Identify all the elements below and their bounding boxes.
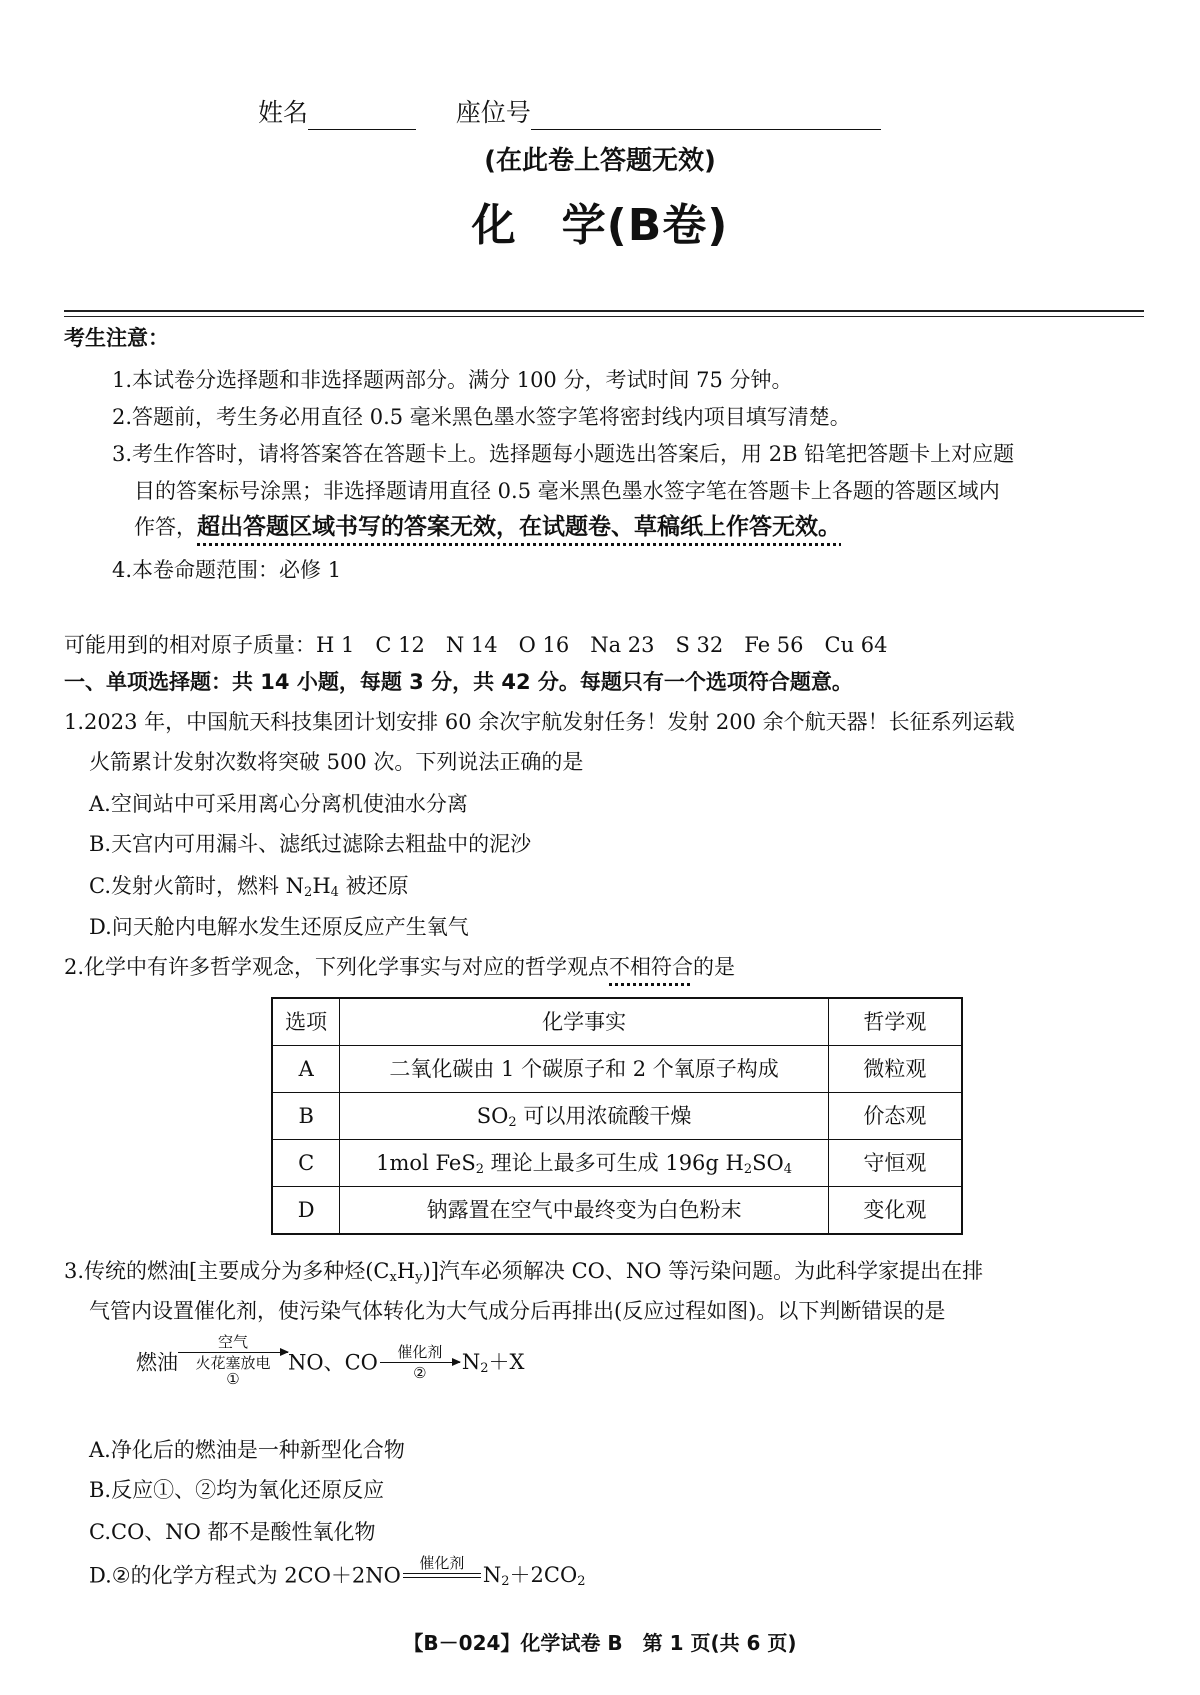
scheme-arrow-1 [178, 1334, 288, 1387]
cell-sub: 2 [475, 1161, 484, 1177]
q3-d-text: D.②的化学方程式为 2CO＋2NO [89, 1563, 401, 1588]
name-label: 姓名 [258, 98, 309, 127]
table-row [272, 1046, 962, 1093]
q3-d-sub: 2 [577, 1574, 586, 1590]
table-cell: A [272, 1046, 340, 1093]
table-cell [340, 1093, 829, 1140]
q3-option-d[interactable] [89, 1554, 586, 1590]
arrow1-top-label: 空气 [217, 1333, 248, 1351]
q3-text: H [396, 1259, 416, 1283]
q3-d-sub: 2 [501, 1574, 510, 1590]
seat-blank[interactable] [531, 105, 881, 130]
atomic-masses: 可能用到的相对原子质量：H 1 C 12 N 14 O 16 Na 23 S 32 Fe 56 Cu 64 [64, 633, 888, 657]
scheme-end-text: ＋X [488, 1350, 525, 1375]
arrow2-top-label: 催化剂 [397, 1343, 443, 1361]
cell-text: 理论上最多可生成 196g H [483, 1150, 744, 1175]
notice-item: 4.本卷命题范围：必修 1 [112, 558, 342, 582]
invalid-note: (在此卷上答题无效) [484, 146, 716, 176]
equation-condition: 催化剂 [419, 1554, 465, 1572]
q1-c-text: 被还原 [338, 874, 409, 898]
scheme-end [461, 1350, 525, 1377]
q1-c-text: C.发射火箭时，燃料 N [89, 874, 305, 898]
q1-option-c[interactable] [89, 872, 409, 900]
page-footer: 【B－024】化学试卷 B 第 1 页(共 6 页) [403, 1631, 797, 1655]
q3-option-a[interactable]: A.净化后的燃油是一种新型化合物 [89, 1438, 405, 1462]
table-row [272, 1187, 962, 1235]
cell-text: 1mol FeS [376, 1150, 476, 1175]
table-cell: 钠露置在空气中最终变为白色粉末 [340, 1187, 829, 1235]
q3-sub: y [415, 1270, 423, 1285]
notice-item-cont [134, 512, 1144, 543]
table-cell: 二氧化碳由 1 个碳原子和 2 个氧原子构成 [340, 1046, 829, 1093]
table-header: 选项 [272, 998, 340, 1046]
reaction-scheme [136, 1333, 525, 1388]
scheme-end-sub: 2 [480, 1361, 489, 1377]
q1-c-sub: 4 [330, 885, 339, 900]
table-cell: 价态观 [828, 1093, 962, 1140]
notice-item-cont: 目的答案标号涂黑；非选择题请用直径 0.5 毫米黑色墨水签字笔在答题卡上各题的答题区域内 [134, 479, 1000, 503]
table-cell: C [272, 1140, 340, 1187]
q1-stem-line1: 1.2023 年，中国航天科技集团计划安排 60 余次宇航发射任务！发射 200 余个航天器！长征系列运载 [64, 710, 1015, 734]
arrow2-number: ② [413, 1364, 427, 1382]
q1-c-text: H [312, 874, 331, 898]
section-title: 一、单项选择题：共 14 小题，每题 3 分，共 42 分。每题只有一个选项符合题意。 [64, 670, 853, 694]
header-rule-thin [64, 316, 1144, 317]
cell-sub: 2 [743, 1161, 753, 1177]
table-cell: D [272, 1187, 340, 1235]
table-header: 哲学观 [828, 998, 962, 1046]
q3-d-text: ＋2CO [509, 1563, 578, 1588]
notice-item: 3.考生作答时，请将答案答在答题卡上。选择题每小题选出答案后，用 2B 铅笔把答题卡上对应题 [112, 442, 1015, 466]
q1-stem-line2: 火箭累计发射次数将突破 500 次。下列说法正确的是 [89, 750, 584, 774]
table-cell [340, 1140, 829, 1187]
table-row [272, 1093, 962, 1140]
cell-text: SO [476, 1103, 509, 1128]
arrow1-bottom-label: 火花塞放电 [195, 1354, 271, 1372]
q2-stem-emphasis: 不相符合 [609, 955, 694, 979]
name-seat-line [258, 96, 881, 130]
header-rule [64, 310, 1144, 312]
q1-option-d[interactable]: D.问天舱内电解水发生还原反应产生氧气 [89, 915, 469, 939]
cell-sub: 2 [508, 1114, 517, 1130]
scheme-middle: NO、CO [288, 1350, 378, 1375]
q1-c-sub: 2 [304, 885, 313, 900]
notice-emphasis: 超出答题区域书写的答案无效，在试题卷、草稿纸上作答无效。 [197, 514, 841, 540]
arrow1-number: ① [226, 1370, 240, 1388]
q2-stem [64, 953, 1144, 981]
q3-option-c[interactable]: C.CO、NO 都不是酸性氧化物 [89, 1520, 376, 1544]
q3-d-product [482, 1563, 586, 1590]
scheme-start: 燃油 [136, 1350, 178, 1375]
q2-stem-text: 2.化学中有许多哲学观念，下列化学事实与对应的哲学观点 [64, 955, 610, 979]
table-cell: 守恒观 [828, 1140, 962, 1187]
q3-option-b[interactable]: B.反应①、②均为氧化还原反应 [89, 1478, 385, 1502]
table-cell: B [272, 1093, 340, 1140]
double-line-icon [403, 1573, 481, 1578]
q2-table [271, 997, 963, 1235]
equation-equals [403, 1555, 481, 1580]
arrow-right-icon [380, 1362, 460, 1363]
q1-option-b[interactable]: B.天宫内可用漏斗、滤纸过滤除去粗盐中的泥沙 [89, 832, 532, 856]
table-header: 化学事实 [340, 998, 829, 1046]
q3-stem-line1 [64, 1257, 1144, 1285]
cell-text: 可以用浓硫酸干燥 [516, 1103, 692, 1128]
q2-stem-text: 的是 [693, 955, 736, 979]
table-cell: 微粒观 [828, 1046, 962, 1093]
q1-option-a[interactable]: A.空间站中可采用离心分离机使油水分离 [89, 792, 468, 816]
scheme-end-text: N [461, 1350, 481, 1375]
scheme-arrow-2 [380, 1344, 460, 1381]
page-title: 化 学(B卷) [471, 200, 729, 251]
table-cell: 变化观 [828, 1187, 962, 1235]
notice-item-cont-text: 作答， [134, 515, 197, 539]
notice-item: 2.答题前，考生务必用直径 0.5 毫米黑色墨水签字笔将密封线内项目填写清楚。 [112, 405, 851, 429]
q3-d-text: N [482, 1563, 502, 1588]
q3-sub: x [389, 1270, 397, 1285]
q3-stem-line2: 气管内设置催化剂，使污染气体转化为大气成分后再排出(反应过程如图)。以下判断错误的是 [89, 1299, 946, 1323]
cell-text: SO [752, 1150, 784, 1175]
table-row [272, 1140, 962, 1187]
table-header-row [272, 998, 962, 1046]
seat-label: 座位号 [455, 98, 531, 127]
cell-sub: 4 [783, 1161, 793, 1177]
q3-text: )]汽车必须解决 CO、NO 等污染问题。为此科学家提出在排 [422, 1259, 984, 1283]
name-blank[interactable] [308, 105, 416, 130]
q3-text: 3.传统的燃油[主要成分为多种烃(C [64, 1259, 390, 1283]
notice-title: 考生注意： [64, 326, 169, 350]
notice-item: 1.本试卷分选择题和非选择题两部分。满分 100 分，考试时间 75 分钟。 [112, 368, 793, 392]
arrow-right-icon [178, 1352, 288, 1353]
